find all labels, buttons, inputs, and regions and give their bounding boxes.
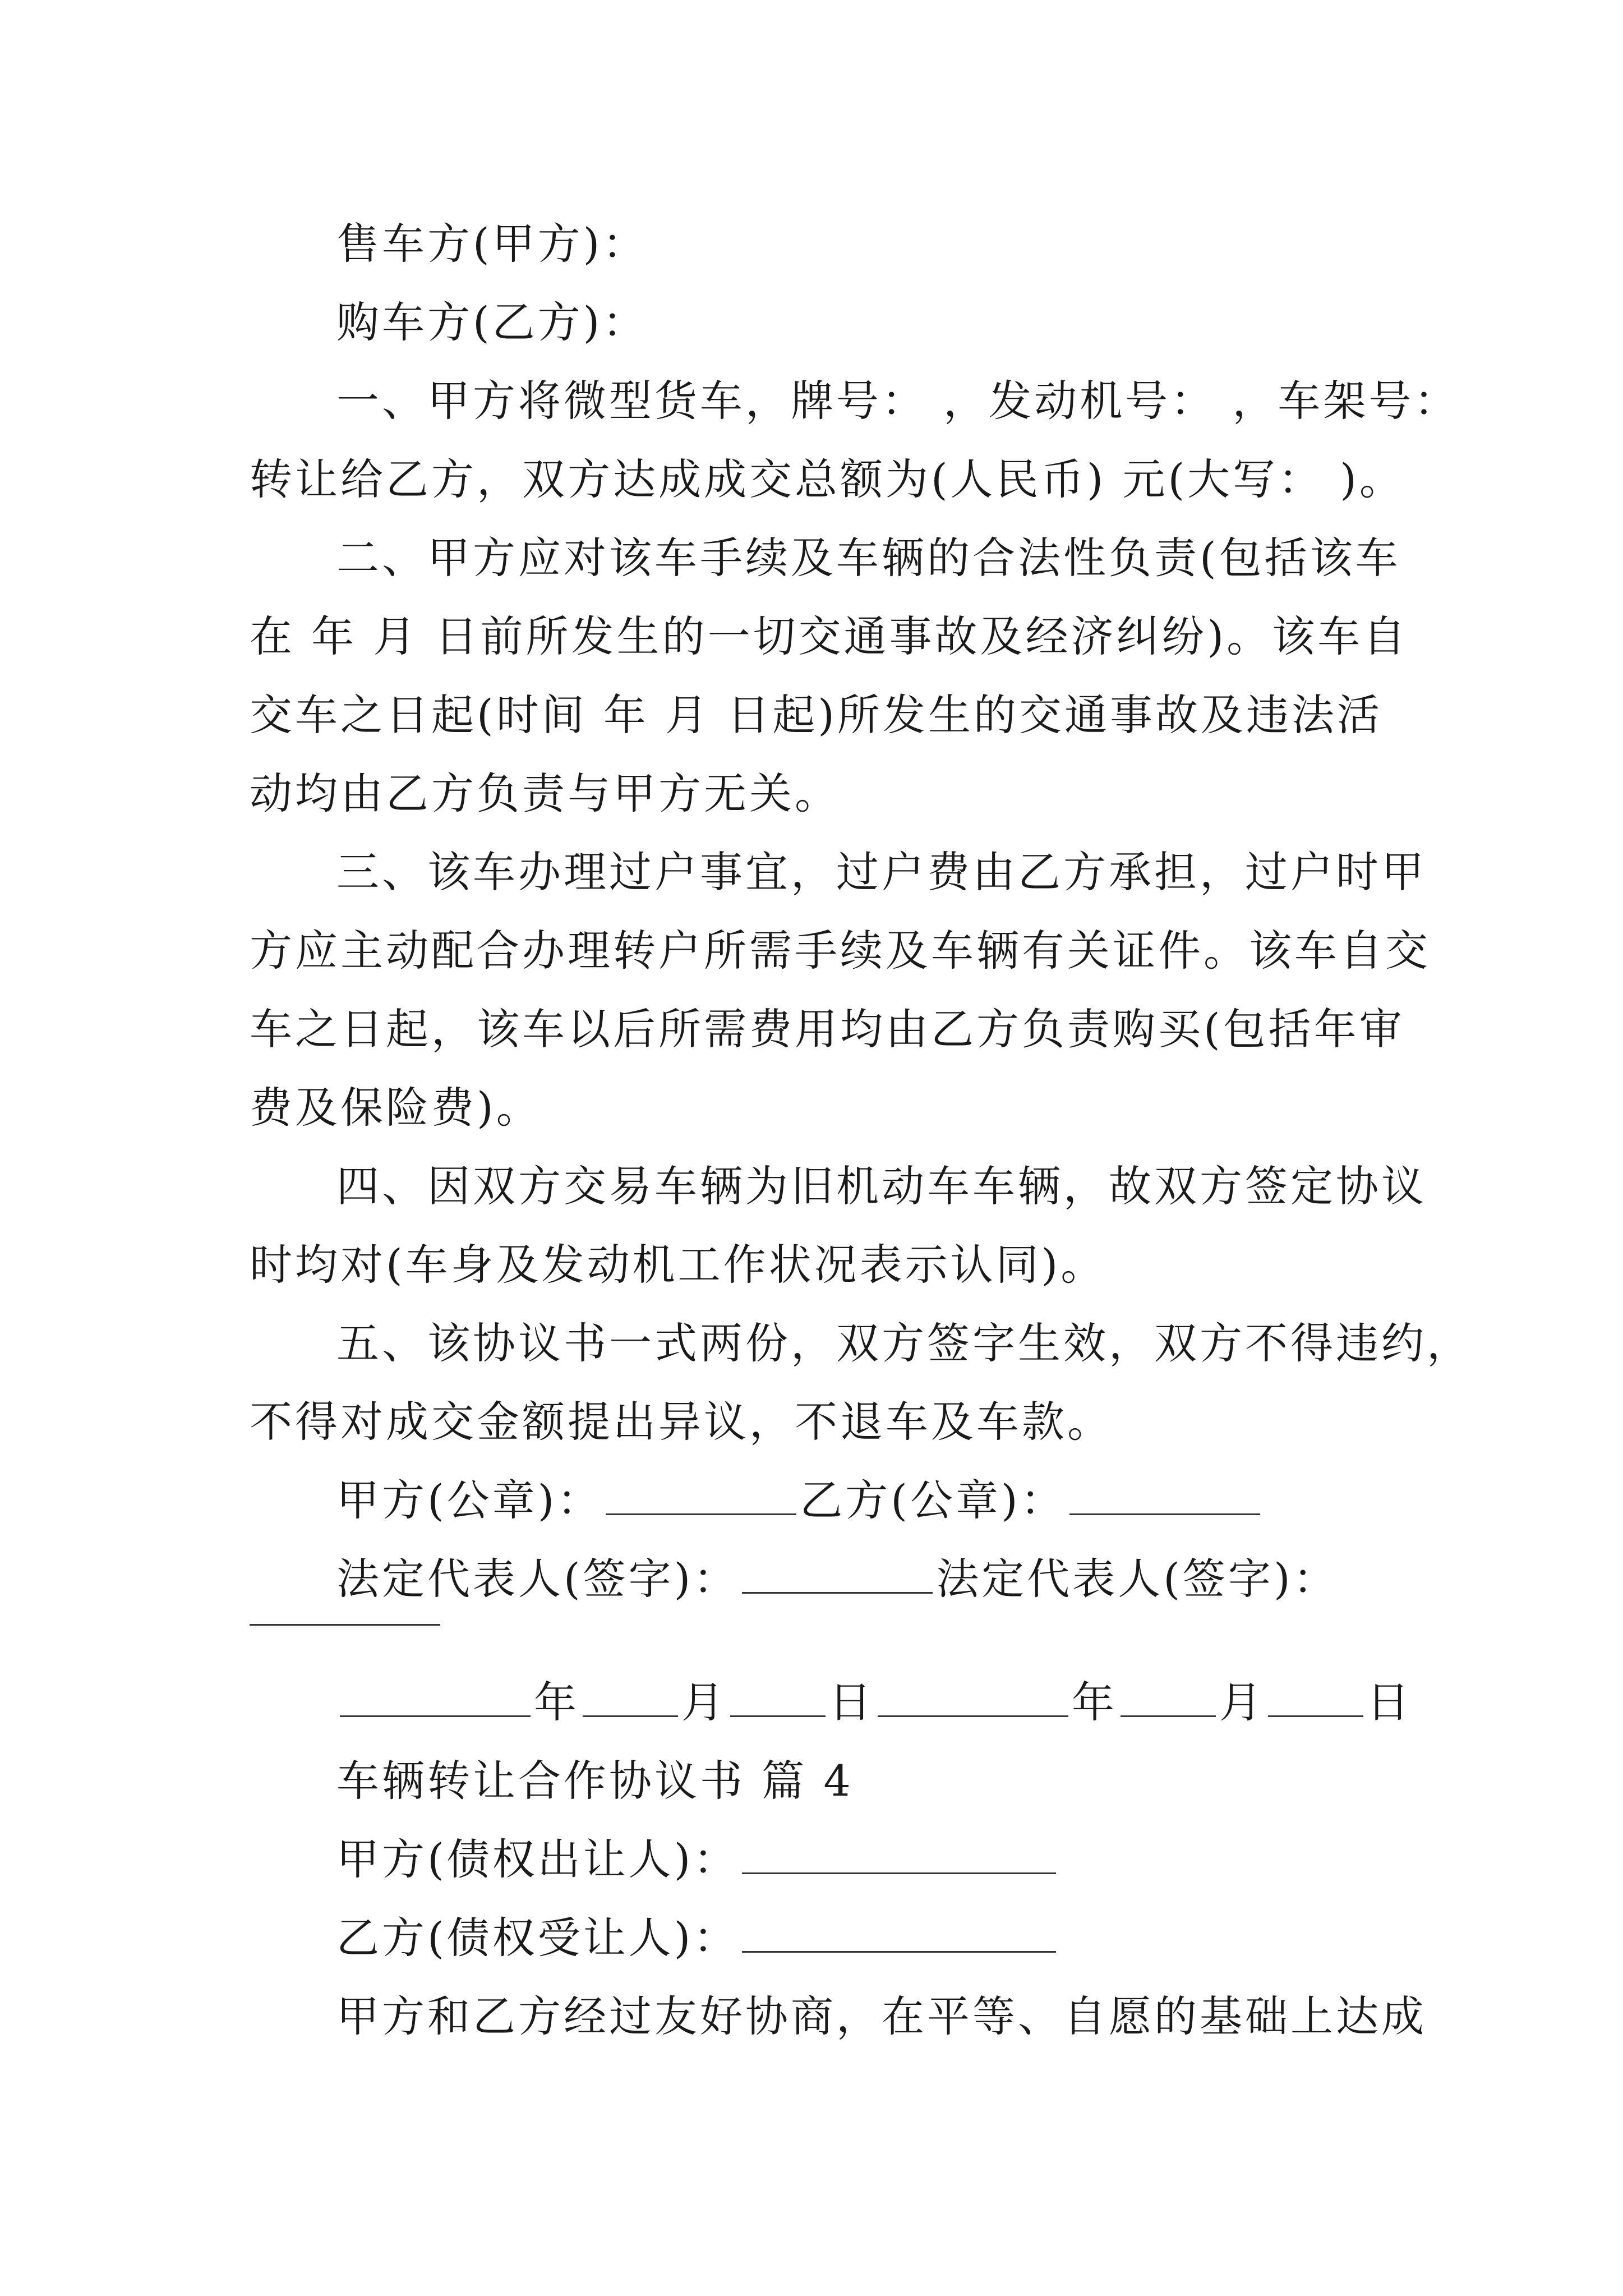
clause-5-line-2: 不得对成交金额提出异议，不退车及车款。	[250, 1397, 1113, 1447]
section-4-intro: 甲方和乙方经过友好协商，在平等、自愿的基础上达成	[336, 1991, 1427, 2041]
clause-2-line-3: 交车之日起(时间 年 月 日起)所发生的交通事故及违法活	[250, 690, 1382, 740]
seal-line	[336, 1473, 1382, 1529]
day-b-label: 日	[1367, 1677, 1412, 1727]
date-line	[336, 1674, 1412, 1731]
clause-3-line-3: 车之日起，该车以后所需费用均由乙方负责购买(包括年审	[250, 1004, 1405, 1054]
month-a-blank[interactable]	[583, 1676, 678, 1717]
party-a-seal-blank[interactable]	[606, 1474, 796, 1515]
party-a-seal-label: 甲方(公章)：	[336, 1475, 603, 1525]
year-b-blank[interactable]	[878, 1676, 1068, 1717]
party-a-blank[interactable]	[742, 1833, 1056, 1874]
party-b-label: 乙方(债权受让人)：	[336, 1913, 739, 1963]
section-4-title: 车辆转让合作协议书 篇 4	[336, 1756, 854, 1806]
clause-2-line-2: 在 年 月 日前所发生的一切交通事故及经济纠纷)。该车自	[250, 611, 1409, 661]
legal-rep-b-label: 法定代表人(签字)：	[936, 1554, 1339, 1604]
buyer-line: 购车方(乙方)：	[336, 297, 648, 347]
party-a-label: 甲方(债权出让人)：	[336, 1834, 739, 1884]
month-b-blank[interactable]	[1121, 1676, 1216, 1717]
month-b-label: 月	[1219, 1677, 1265, 1727]
clause-4-line-1: 四、因双方交易车辆为旧机动车车辆，故双方签定协议	[336, 1161, 1427, 1211]
legal-rep-b-blank[interactable]	[250, 1624, 440, 1626]
clause-1-line-1: 一、甲方将微型货车，牌号： ，发动机号： ，车架号：	[336, 376, 1460, 426]
clause-5-line-1: 五、该协议书一式两份，双方签字生效，双方不得违约，	[336, 1318, 1472, 1368]
clause-3-line-1: 三、该车办理过户事宜，过户费由乙方承担，过户时甲	[336, 847, 1427, 897]
clause-3-line-4: 费及保险费)。	[250, 1083, 542, 1133]
day-a-label: 日	[829, 1677, 874, 1727]
legal-rep-a-blank[interactable]	[742, 1553, 933, 1594]
legal-rep-a-label: 法定代表人(签字)：	[336, 1554, 739, 1604]
year-b-label: 年	[1072, 1677, 1117, 1727]
clause-2-line-1: 二、甲方应对该车手续及车辆的合法性负责(包括该车	[336, 533, 1401, 583]
party-b-blank[interactable]	[742, 1912, 1056, 1953]
seller-line: 售车方(甲方)：	[336, 219, 648, 269]
party-b-seal-blank[interactable]	[1069, 1474, 1260, 1515]
clause-4-line-2: 时均对(车身及发动机工作状况表示认同)。	[250, 1240, 1106, 1290]
year-a-label: 年	[534, 1677, 579, 1727]
clause-1-line-2: 转让给乙方，双方达成成交总额为(人民币) 元(大写： )。	[250, 454, 1405, 504]
clause-2-line-4: 动均由乙方负责与甲方无关。	[250, 769, 840, 818]
party-b-line	[336, 1910, 1382, 1966]
year-a-blank[interactable]	[340, 1676, 531, 1717]
party-a-line	[336, 1832, 1382, 1888]
legal-rep-line	[336, 1551, 1382, 1607]
clause-3-line-2: 方应主动配合办理转户所需手续及车辆有关证件。该车自交	[250, 926, 1431, 976]
party-b-seal-label: 乙方(公章)：	[800, 1475, 1066, 1525]
day-a-blank[interactable]	[730, 1676, 826, 1717]
month-a-label: 月	[681, 1677, 727, 1727]
day-b-blank[interactable]	[1268, 1676, 1363, 1717]
